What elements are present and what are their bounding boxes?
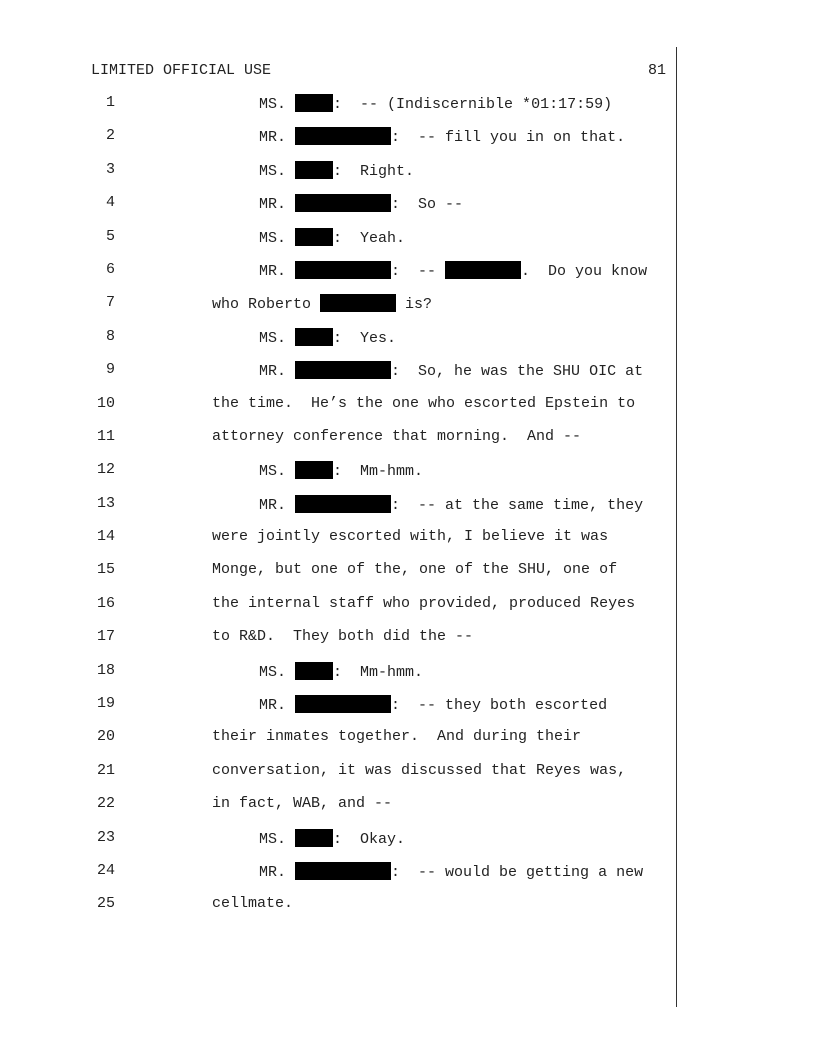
- line-content: : Right.: [333, 162, 415, 180]
- line-number: 2: [105, 127, 115, 145]
- line-number: 10: [96, 394, 115, 412]
- transcript-line: [0, 587, 676, 620]
- line-content: : So --: [391, 196, 464, 214]
- redaction-box: [295, 662, 333, 680]
- redaction-box: [295, 695, 391, 713]
- line-text: [259, 328, 396, 348]
- redaction-box: [295, 161, 333, 179]
- line-text: [259, 228, 405, 248]
- speaker-title: MR.: [259, 196, 287, 214]
- line-number: 11: [96, 427, 115, 445]
- line-number: 14: [96, 528, 115, 546]
- speaker-title: MS.: [259, 830, 287, 848]
- line-number: 6: [105, 260, 115, 278]
- line-text: [259, 194, 463, 214]
- line-number: 5: [105, 227, 115, 245]
- line-number: 18: [96, 661, 115, 679]
- line-number: 9: [105, 361, 115, 379]
- line-content: : -- they both escorted: [391, 697, 608, 715]
- line-text: [259, 461, 423, 481]
- transcript-line: [0, 320, 676, 353]
- transcript-line: [0, 387, 676, 420]
- transcript-line: [0, 153, 676, 186]
- transcript-line: [0, 453, 676, 486]
- line-content: : Okay.: [333, 830, 406, 848]
- line-text: in fact, WAB, and --: [212, 795, 393, 813]
- classification-header: LIMITED OFFICIAL USE: [91, 62, 272, 79]
- line-number: 19: [96, 695, 115, 713]
- line-number: 13: [96, 494, 115, 512]
- transcript-line: [0, 553, 676, 586]
- transcript-line: [0, 854, 676, 887]
- line-content: : Yeah.: [333, 229, 406, 247]
- speaker-title: MS.: [259, 663, 287, 681]
- speaker-title: MR.: [259, 863, 287, 881]
- redaction-box: [295, 127, 391, 145]
- transcript-line: [0, 720, 676, 753]
- line-text: attorney conference that morning. And --: [212, 427, 582, 445]
- line-number: 22: [96, 795, 115, 813]
- line-text: [259, 662, 423, 682]
- line-text: conversation, it was discussed that Reyes was,: [212, 761, 627, 779]
- speaker-title: MR.: [259, 363, 287, 381]
- line-number: 20: [96, 728, 115, 746]
- transcript-line: [0, 887, 676, 920]
- line-content: : -- at the same time, they: [391, 496, 644, 514]
- line-text: [212, 294, 432, 314]
- transcript-line: [0, 253, 676, 286]
- line-content: : Yes.: [333, 329, 397, 347]
- line-number: 25: [96, 895, 115, 913]
- line-content: : -- would be getting a new: [391, 863, 644, 881]
- line-text: [259, 94, 612, 114]
- redaction-box: [295, 495, 391, 513]
- line-text: to R&D. They both did the --: [212, 628, 474, 646]
- transcript-line: [0, 420, 676, 453]
- line-text: their inmates together. And during their: [212, 728, 582, 746]
- line-content: : --: [391, 262, 446, 280]
- redaction-box: [295, 194, 391, 212]
- transcript-line: [0, 654, 676, 687]
- line-number: 17: [96, 628, 115, 646]
- speaker-title: MS.: [259, 329, 287, 347]
- line-number: 1: [105, 94, 115, 111]
- line-number: 3: [105, 160, 115, 178]
- redaction-box: [295, 328, 333, 346]
- speaker-title: MS.: [259, 162, 287, 180]
- line-content: who Roberto: [212, 296, 321, 314]
- redaction-box: [295, 261, 391, 279]
- line-number: 7: [105, 294, 115, 312]
- redaction-box: [295, 862, 391, 880]
- speaker-title: MR.: [259, 697, 287, 715]
- line-text: [259, 261, 647, 281]
- transcript-line: [0, 353, 676, 386]
- transcript-lines: [0, 86, 676, 921]
- line-text: [259, 862, 643, 882]
- line-number: 24: [96, 861, 115, 879]
- redaction-box: [320, 294, 396, 312]
- line-text: [259, 361, 643, 381]
- line-text: Monge, but one of the, one of the SHU, one of: [212, 561, 618, 579]
- line-content-after: is?: [396, 296, 433, 314]
- line-number: 21: [96, 761, 115, 779]
- line-text: the time. He’s the one who escorted Epstein to: [212, 394, 636, 412]
- line-text: [259, 161, 414, 181]
- speaker-title: MS.: [259, 96, 287, 113]
- redaction-box: [295, 461, 333, 479]
- line-content: : -- fill you in on that.: [391, 129, 626, 147]
- line-number: 12: [96, 461, 115, 479]
- transcript-line: [0, 220, 676, 253]
- line-content-after: . Do you know: [521, 262, 648, 280]
- line-text: [259, 695, 607, 715]
- redaction-box: [445, 261, 521, 279]
- transcript-line: [0, 487, 676, 520]
- line-number: 15: [96, 561, 115, 579]
- line-content: : So, he was the SHU OIC at: [391, 363, 644, 381]
- line-text: [259, 495, 643, 515]
- line-text: [259, 829, 405, 849]
- speaker-title: MS.: [259, 229, 287, 247]
- line-text: cellmate.: [212, 895, 294, 913]
- transcript-line: [0, 86, 676, 119]
- page-number: 81: [647, 62, 666, 79]
- transcript-line: [0, 620, 676, 653]
- line-text: were jointly escorted with, I believe it was: [212, 528, 609, 546]
- redaction-box: [295, 361, 391, 379]
- transcript-line: [0, 787, 676, 820]
- line-text: the internal staff who provided, produced Reyes: [212, 594, 636, 612]
- redaction-box: [295, 829, 333, 847]
- line-number: 4: [105, 194, 115, 212]
- line-number: 23: [96, 828, 115, 846]
- line-number: 16: [96, 594, 115, 612]
- speaker-title: MS.: [259, 463, 287, 481]
- line-content: : Mm-hmm.: [333, 463, 424, 481]
- redaction-box: [295, 94, 333, 112]
- line-number: 8: [105, 327, 115, 345]
- transcript-line: [0, 687, 676, 720]
- line-content: : Mm-hmm.: [333, 663, 424, 681]
- speaker-title: MR.: [259, 129, 287, 147]
- transcript-line: [0, 286, 676, 319]
- transcript-line: [0, 520, 676, 553]
- transcript-line: [0, 186, 676, 219]
- right-margin-rule: [676, 47, 677, 1007]
- speaker-title: MR.: [259, 262, 287, 280]
- line-text: [259, 127, 625, 147]
- line-content: : -- (Indiscernible *01:17:59): [333, 96, 613, 113]
- transcript-line: [0, 821, 676, 854]
- redaction-box: [295, 228, 333, 246]
- transcript-line: [0, 754, 676, 787]
- transcript-line: [0, 119, 676, 152]
- speaker-title: MR.: [259, 496, 287, 514]
